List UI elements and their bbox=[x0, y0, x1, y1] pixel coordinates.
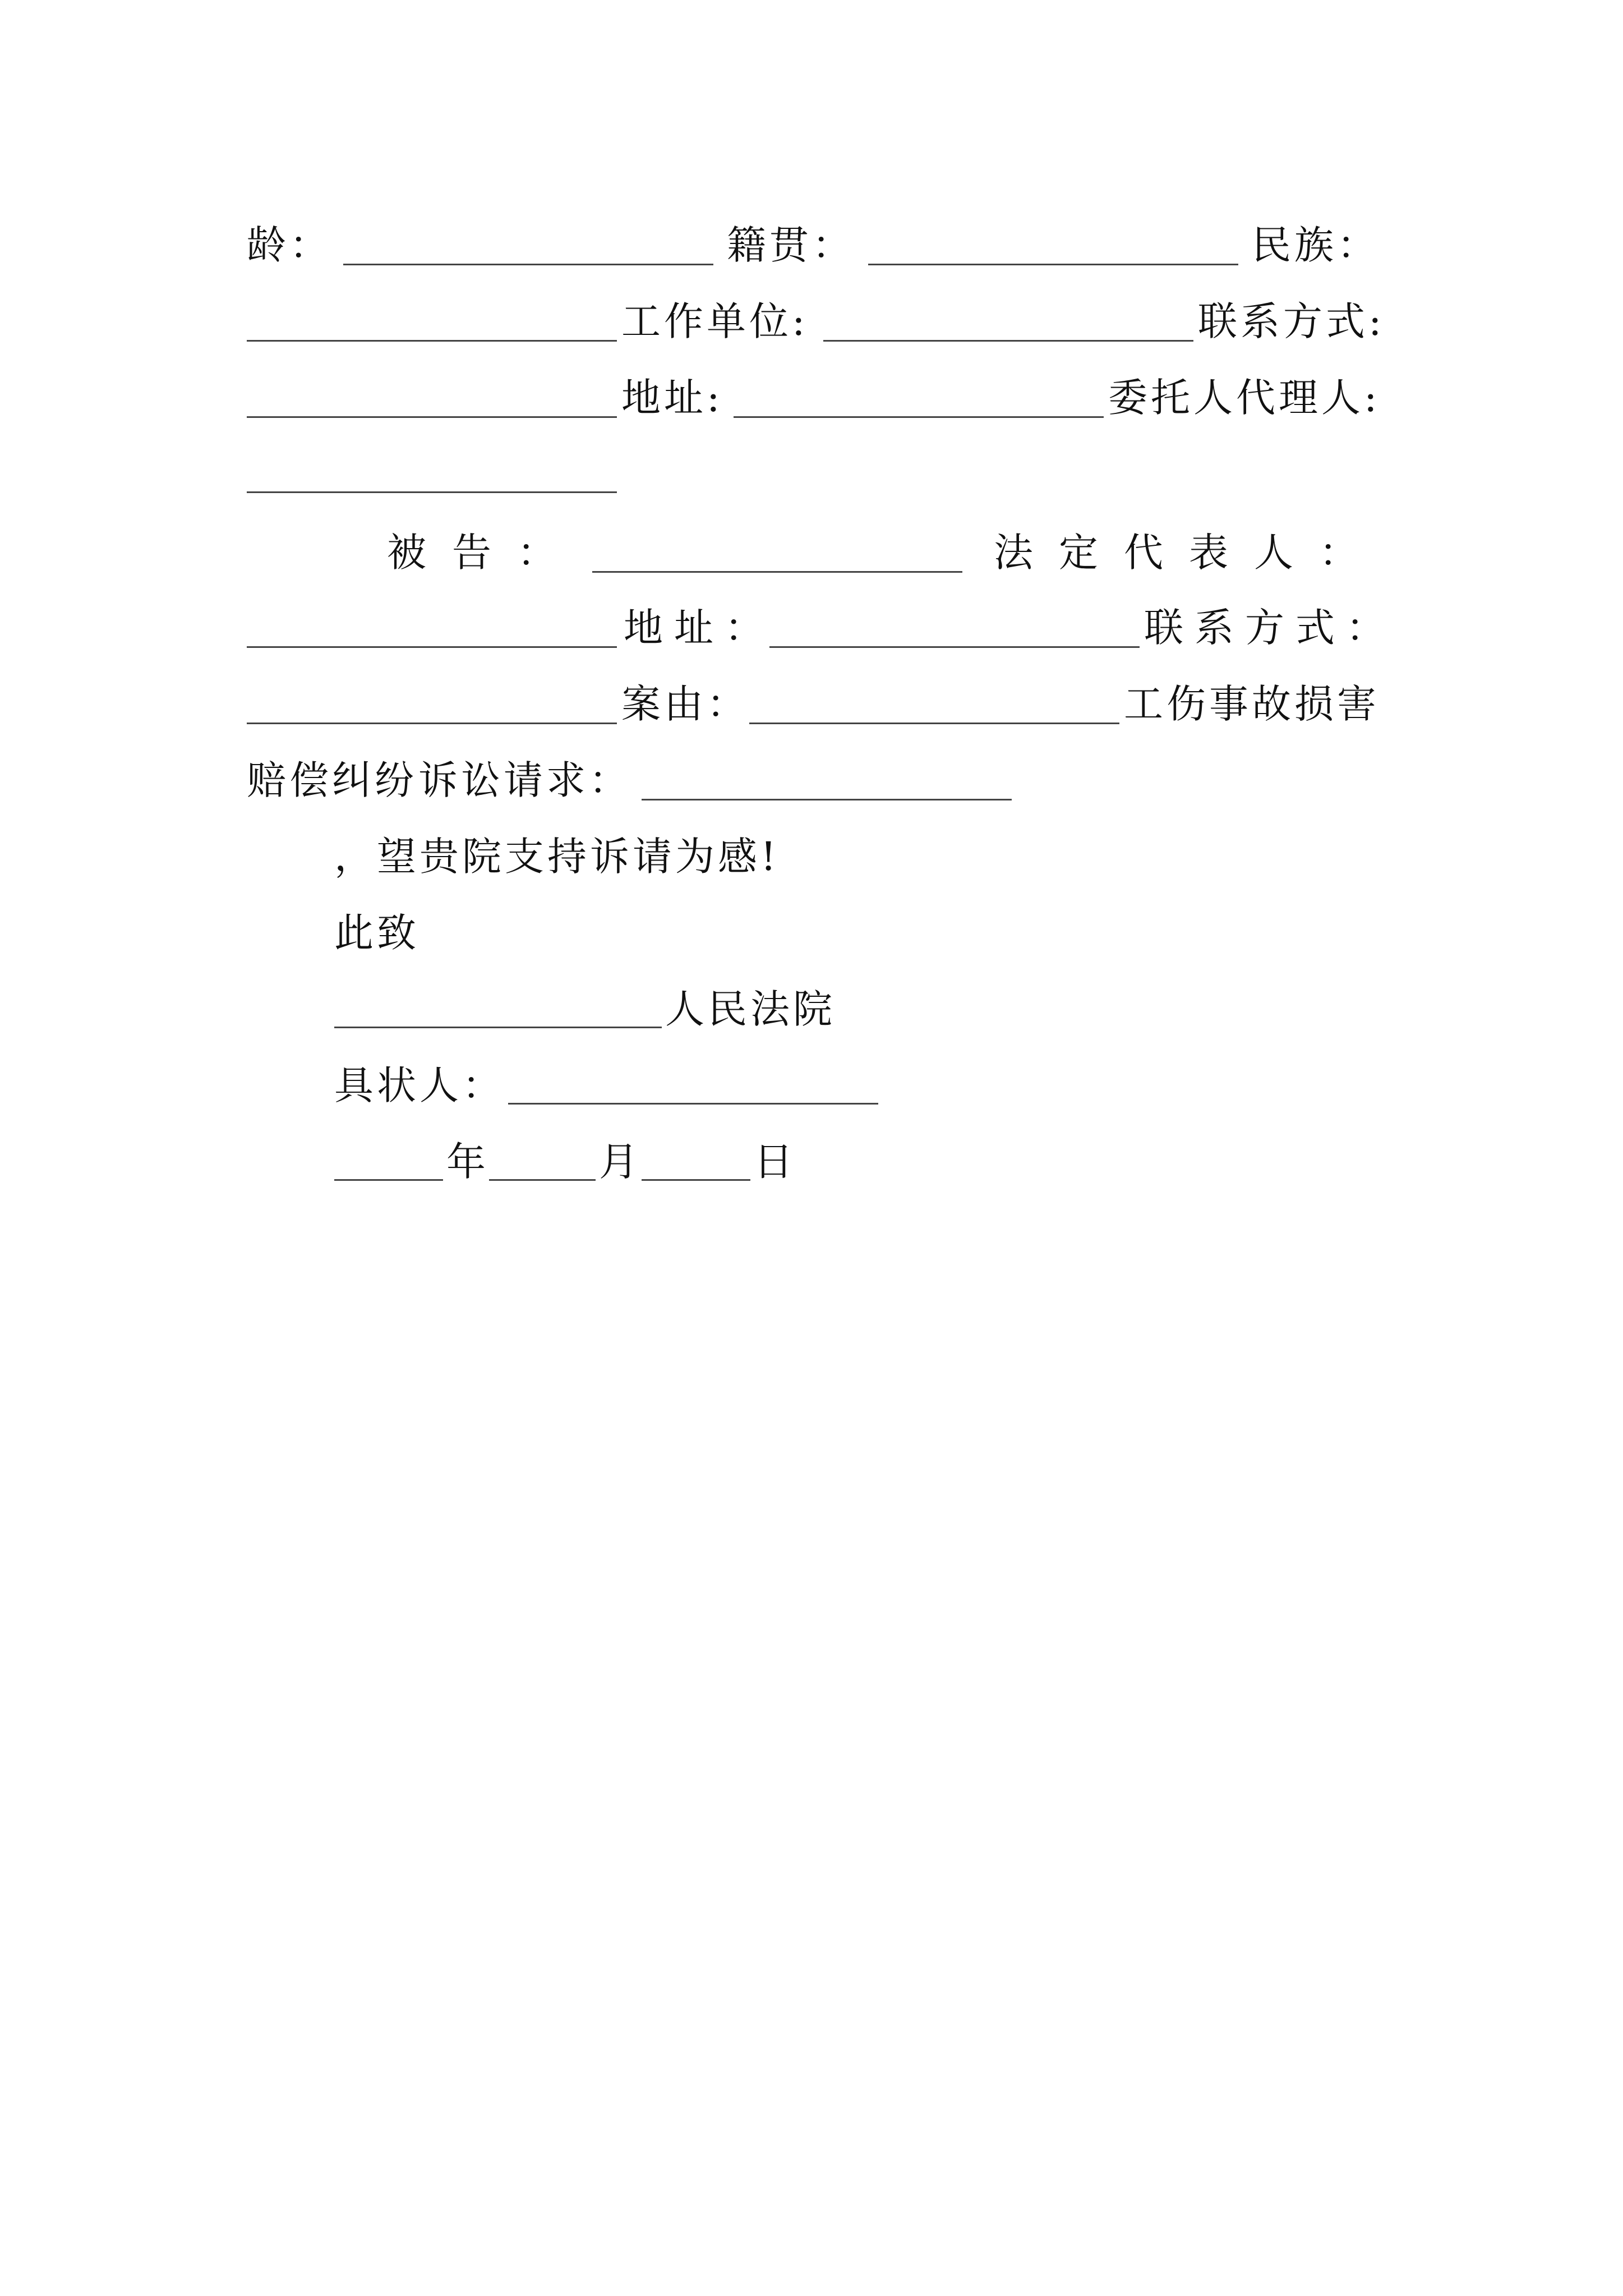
cause-suffix-cont: 赔偿纠纷 bbox=[247, 757, 417, 803]
legal-rep-label: 法定代表人： bbox=[994, 530, 1384, 576]
support-text: ，望贵院支持诉请为感! bbox=[334, 834, 780, 880]
ethnicity-blank[interactable] bbox=[247, 340, 617, 342]
month-label: 月 bbox=[599, 1139, 642, 1185]
day-label: 日 bbox=[754, 1139, 796, 1185]
defendant-contact-label: 联系方式： bbox=[1144, 605, 1396, 651]
cause-blank[interactable] bbox=[749, 723, 1119, 724]
month-blank[interactable] bbox=[489, 1179, 596, 1181]
defendant-address-blank[interactable] bbox=[769, 646, 1140, 648]
claims-label: 诉讼请求： bbox=[418, 757, 631, 803]
court-suffix: 人民法院 bbox=[665, 986, 836, 1032]
signer-label: 具状人： bbox=[334, 1062, 505, 1108]
agent-label: 委托人代理人: bbox=[1108, 375, 1381, 421]
signer-blank[interactable] bbox=[508, 1103, 878, 1105]
defendant-contact-blank[interactable] bbox=[247, 723, 617, 724]
day-blank[interactable] bbox=[642, 1179, 750, 1181]
cause-label: 案由： bbox=[621, 681, 749, 727]
ethnicity-label: 民族： bbox=[1252, 222, 1380, 268]
plaintiff-address-label: 地址: bbox=[621, 375, 723, 421]
court-name-blank[interactable] bbox=[334, 1027, 662, 1028]
claims-blank[interactable] bbox=[642, 799, 1012, 800]
work-unit-label: 工作单位: bbox=[621, 298, 809, 344]
native-place-label: 籍贯： bbox=[727, 222, 855, 268]
defendant-blank[interactable] bbox=[592, 571, 962, 573]
year-label: 年 bbox=[446, 1139, 489, 1185]
salutation: 此致 bbox=[334, 910, 419, 956]
age-label: 龄： bbox=[247, 222, 332, 268]
work-unit-blank[interactable] bbox=[823, 340, 1193, 342]
defendant-address-label: 地址： bbox=[624, 605, 775, 651]
cause-suffix: 工伤事故损害 bbox=[1124, 681, 1380, 727]
age-blank[interactable] bbox=[343, 264, 713, 265]
agent-blank[interactable] bbox=[247, 491, 617, 493]
plaintiff-address-blank[interactable] bbox=[734, 416, 1104, 418]
plaintiff-contact-label: 联系方式: bbox=[1198, 298, 1385, 344]
legal-rep-blank[interactable] bbox=[247, 646, 617, 648]
plaintiff-contact-blank[interactable] bbox=[247, 416, 617, 418]
native-place-blank[interactable] bbox=[868, 264, 1238, 265]
defendant-label: 被告： bbox=[387, 530, 582, 576]
year-blank[interactable] bbox=[334, 1179, 443, 1181]
